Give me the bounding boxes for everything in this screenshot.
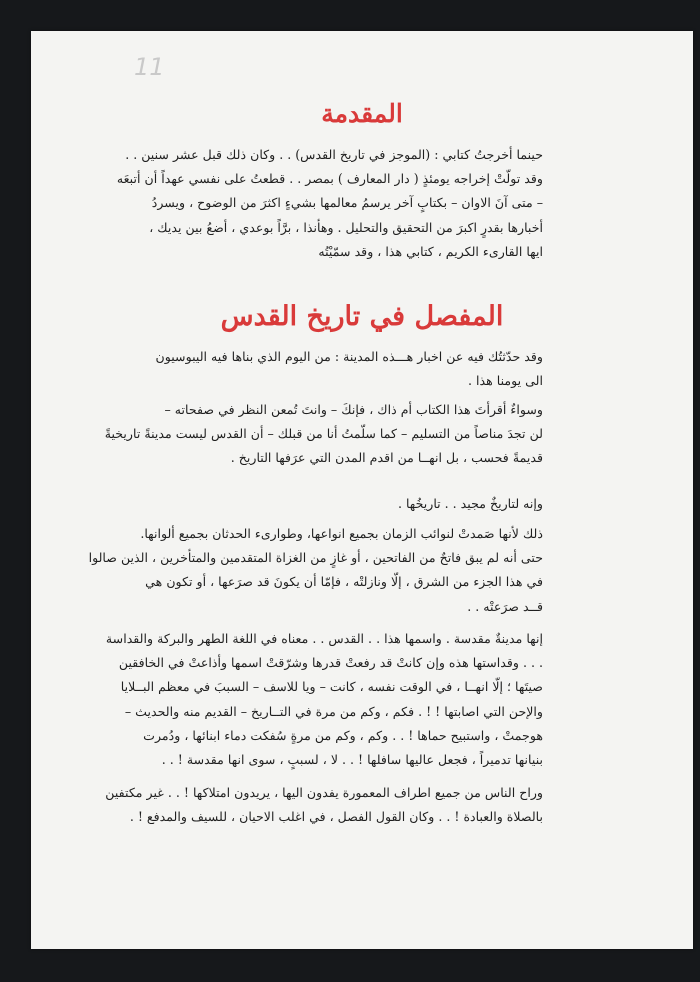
pencil-page-mark: 11 <box>134 53 165 81</box>
text-line: وإنه لتاريخٌ مجيد . . تاريخُها . <box>397 496 543 511</box>
body-paragraph <box>155 345 543 393</box>
text-line: والإحن التي اصابتها ! ! . فكم ، وكم من مرة في التــاريخ – القديم منه والحديث – <box>124 703 543 719</box>
body-paragraph <box>88 522 543 619</box>
text-line: لن تجدَ مناصاً من التسليم – كما سلّمتُ أنا من قبلك – أن القدس ليست مدينةً تاريخيةً <box>104 426 543 442</box>
text-line: قديمةً فحسب ، بل انهــا من اقدم المدن التي عرَفها التاريخ . <box>230 450 543 466</box>
text-line: بنيانها تدميراً ، فجعل عاليها سافلها ! . . لا ، لسببٍ ، سوى انها مقدسة ! . . <box>161 752 543 768</box>
text-line: وراح الناس من جميع اطراف المعمورة يفدون اليها ، يريدون امتلاكها ! . . غير مكتفين <box>105 785 543 800</box>
text-line: حتى أنه لم يبق فاتحٌ من الفاتحين ، أو غازٍ من الغزاة المتقدمين والمتأخرين ، الذين صالوا <box>88 550 543 566</box>
text-line: حينما أخرجتُ كتابي : (الموجز في تاريخ القدس) . . وكان ذلك قبل عشر سنين . . <box>125 147 543 162</box>
text-line: ذلك لأنها صَمدتْ لنوائب الزمان بجميع انواعها، وطوارىء الحدثان بجميع ألوانها. <box>140 526 543 541</box>
text-line: . . . وقداستها هذه وإن كانتْ قد رفعتْ قدرها وشرّقتْ اسمها وأذاعتْ في الخافقين <box>118 655 543 671</box>
document-page <box>31 31 693 949</box>
text-line: قــد صرَعتْه . . <box>467 598 543 614</box>
body-paragraph <box>105 627 543 772</box>
text-line: وقد تولّتْ إخراجه يومئذٍ ( دار المعارف ) بمصر . . قطعتُ على نفسي عهداً أن أتبعَه <box>116 171 543 187</box>
text-line: إنها مدينةٌ مقدسة . واسمها هذا . . القدس . . معناه في اللغة الطهر والبركة والقداسة <box>105 631 543 646</box>
text-line: – متى آنَ الاوان – بكتابٍ آخر يرسمُ معالمها بشيءٍ اكثرَ من الوضوح ، ويسردُ <box>151 195 543 211</box>
text-line: وقد حدّثتُك فيه عن اخبار هـــذه المدينة : من اليوم الذي بناها فيه اليبوسيون <box>155 349 543 364</box>
body-paragraph <box>171 492 543 516</box>
body-paragraph <box>105 781 543 829</box>
body-paragraph <box>104 398 543 471</box>
intro-paragraph <box>116 143 543 264</box>
section-heading: المقدمة <box>321 99 403 128</box>
text-line: صيتَها ؛ إلّا انهــا ، في الوقت نفسه ، كانت – ويا للاسف – السببَ في معظم البــلايا <box>120 679 543 695</box>
text-line: بالصلاة والعبادة ! . . وكان القول الفصل ، في اغلب الاحيان ، للسيف والمدفع ! . <box>129 809 543 825</box>
text-line: الى يومنا هذا . <box>468 373 543 389</box>
text-line: وسواءٌ أقرأتَ هذا الكتاب أم ذاك ، فإنكَ – وانتَ تُمعن النظر في صفحاته – <box>164 402 543 417</box>
text-line: ايها القارىء الكريم ، كتابي هذا ، وقد سمّيْتُه <box>318 243 543 259</box>
text-line: أخبارها بقدرٍ اكبرَ من التحقيق والتحليل . وهأنذا ، برَّاً بوعدي ، أضعُ بين يديك ، <box>149 219 543 235</box>
book-title: المفصل في تاريخ القدس <box>220 301 504 332</box>
text-line: هوجمتْ ، واستبيح حماها ! . . وكم ، وكم من مرةٍ سُفكت دماء ابنائها ، ودُمرت <box>143 727 543 743</box>
text-line: في هذا الجزء من الشرق ، إلّا ونازلتْه ، فإمّا أن يكونَ قد صرَعها ، أو تكون هي <box>145 574 543 590</box>
